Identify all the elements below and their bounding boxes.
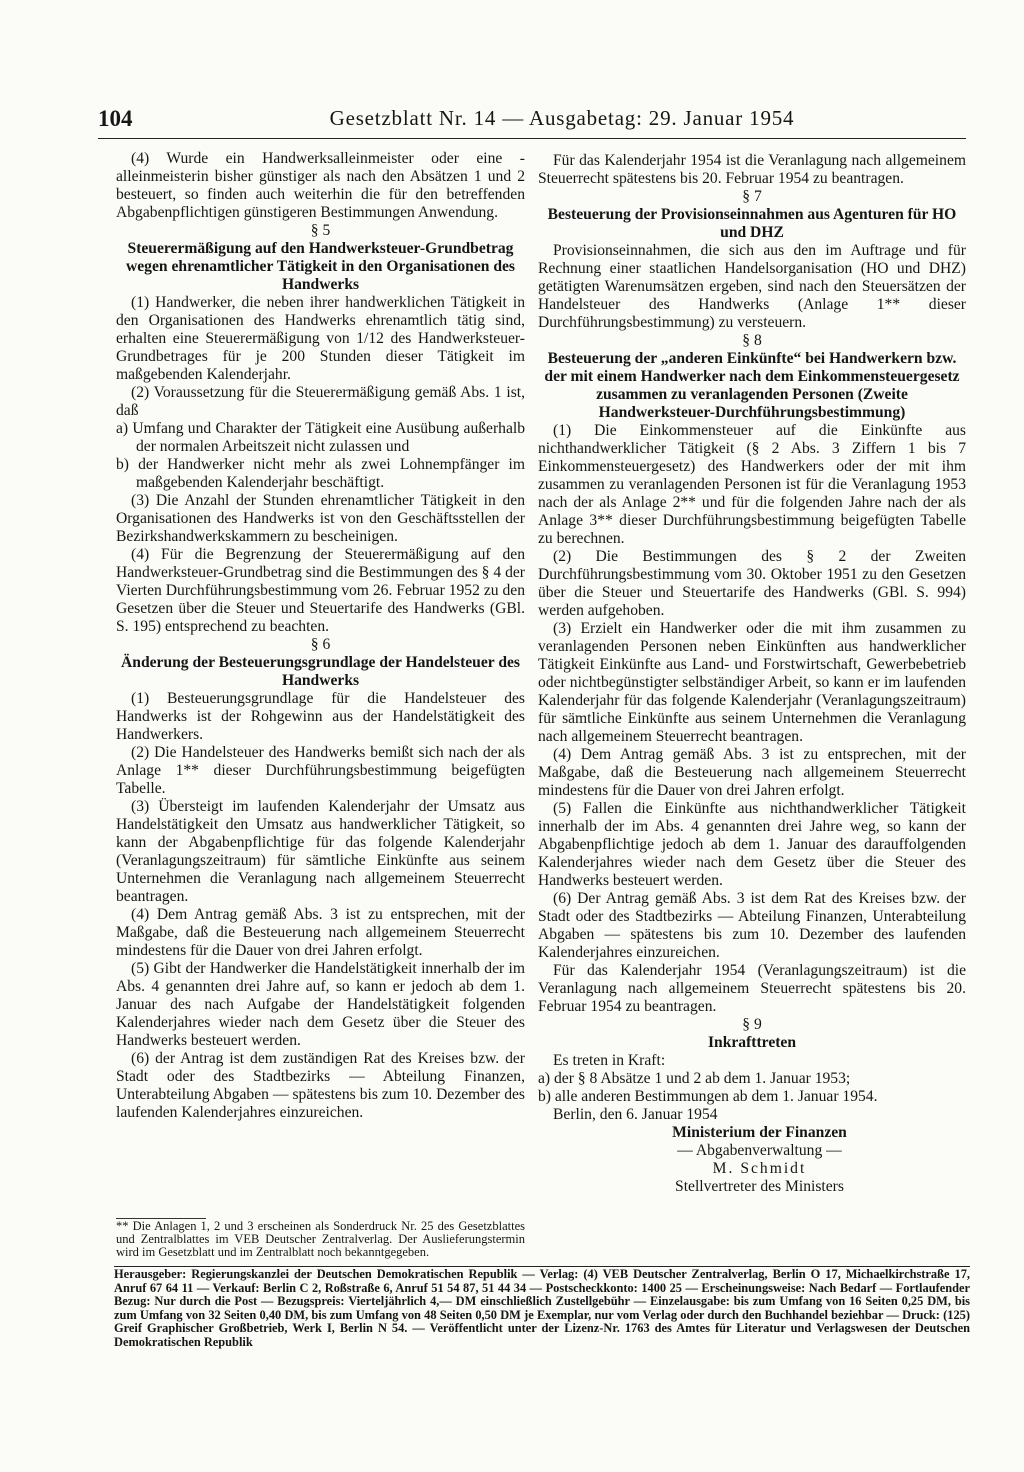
left-column [116,150,525,1122]
paragraph: Für das Kalenderjahr 1954 ist die Veranlagung nach allgemeinem Steuerrecht spätestens bis 20. Februar 1954 zu beantragen. [538,152,966,187]
section-heading: Änderung der Besteuerungsgrundlage der Handelsteuer des Handwerks [121,654,520,689]
paragraph: (2) Voraussetzung für die Steuerermäßigung gemäß Abs. 1 ist, daß [116,384,525,419]
paragraph: (3) Übersteigt im laufenden Kalenderjahr der Umsatz aus Handelstätigkeit den Umsatz aus handwerklicher Tätigkeit, so kann der Abgabenpflichtige für das folgende Kalenderjahr (Veranlagungszeitraum) für sämtliche Einkünfte aus seinem Unternehmen die Veranlagung nach allgemeinem Steuerrecht beantragen. [116,798,525,905]
paragraph: (1) Handwerker, die neben ihrer handwerklichen Tätigkeit in den Organisationen des Handwerks ehrenamtlich tätig sind, erhalten eine Steuerermäßigung von 1/12 des Handwerksteuer-Grundbetrages für je 200 Stunden dieser Tätigkeit im maßgebenden Kalenderjahr. [116,294,525,383]
paragraph: (2) Die Bestimmungen des § 2 der Zweiten Durchführungsbestimmung vom 30. Oktober 1951 zu den Gesetzen über die Steuer und Steuertarife des Handwerks (GBl. S. 994) werden aufgehoben. [538,548,966,619]
section-number: § 7 [742,188,762,205]
header-rule [98,138,966,139]
paragraph: (3) Die Anzahl der Stunden ehrenamtlicher Tätigkeit in den Organisationen des Handwerks ist von den Geschäftsstellen der Bezirkshandwerkskammern zu bescheinigen. [116,492,525,545]
paragraph: (3) Erzielt ein Handwerker oder die mit ihm zusammen zu veranlagenden Personen neben Einkünften aus handwerklicher Tätigkeit Einkünfte aus Land- und Forstwirtschaft, Gewerbebetrieb oder nichtbegünstigter selbständiger Arbeit, so kann er im laufenden Kalenderjahr für das folgende Kalenderjahr (Veranlagungszeitraum) für sämtliche Einkünfte aus seinem Unternehmen die Veranlagung nach allgemeinem Steuerrecht beantragen. [538,620,966,745]
list-item: a) Umfang und Charakter der Tätigkeit eine Ausübung außerhalb der normalen Arbeitszeit nicht zulassen und [116,420,525,455]
section-number: § 9 [742,1016,762,1033]
paragraph: (4) Dem Antrag gemäß Abs. 3 ist zu entsprechen, mit der Maßgabe, daß die Besteuerung nach allgemeinem Steuerrecht mindestens für die Dauer von drei Jahren erfolgt. [538,746,966,799]
right-column [538,152,966,1196]
date-line: Berlin, den 6. Januar 1954 [553,1106,718,1123]
paragraph: (5) Fallen die Einkünfte aus nichthandwerklicher Tätigkeit innerhalb der im Abs. 4 genannten drei Jahre weg, so kann der Abgabenpflichtige jedoch ab dem 1. Januar des darauffolgenden Kalenderjahres wieder nach dem Gesetz über die Steuer des Handwerks besteuert werden. [538,800,966,889]
page-number: 104 [98,106,133,131]
list-item: b) der Handwerker nicht mehr als zwei Lohnempfänger im maßgebenden Kalenderjahr beschäftigt. [116,456,525,491]
section-heading: Inkrafttreten [707,1034,797,1051]
page-header [98,102,966,136]
section-heading: Steuerermäßigung auf den Handwerksteuer-Grundbetrag wegen ehrenamtlicher Tätigkeit in den Organisationen des Handwerks [126,240,515,293]
department-name: — Abgabenverwaltung — [677,1142,842,1159]
paragraph: (1) Die Einkommensteuer auf die Einkünfte aus nichthandwerklicher Tätigkeit (§ 2 Abs. 3 Ziffern 1 bis 7 Einkommensteuergesetz) des Handwerkers oder der mit ihm zusammen zu veranlagenden Personen ist für die Veranlagung 1953 nach der als Anlage 2** und für die folgenden Jahre nach der als Anlage 3** dieser Durchführungsbestimmung beigefügten Tabelle zu berechnen. [538,422,966,547]
signatory-role: Stellvertreter des Ministers [675,1178,844,1195]
paragraph: Provisionseinnahmen, die sich aus den im Auftrage und für Rechnung einer staatlichen Handelsorganisation (HO und DHZ) getätigten Warenumsätzen ergeben, sind nach den Steuersätzen der Handelsteuer des Handwerks (Anlage 1** dieser Durchführungsbestimmung) zu versteuern. [538,242,966,331]
signatory-name: M. Schmidt [712,1160,807,1177]
paragraph: (6) der Antrag ist dem zuständigen Rat des Kreises bzw. der Stadt oder des Stadtbezirks — Abteilung Finanzen, Unterabteilung Abgaben — spätestens bis zum 10. Dezember des laufenden Kalenderjahres einzureichen. [116,1050,525,1121]
list-item: a) der § 8 Absätze 1 und 2 ab dem 1. Januar 1953; [538,1070,851,1087]
list-item: b) alle anderen Bestimmungen ab dem 1. Januar 1954. [538,1088,878,1105]
footnote: ** Die Anlagen 1, 2 und 3 erscheinen als Sonderdruck Nr. 25 des Gesetzblattes und Zentralblattes im VEB Deutscher Zentralverlag. Der Auslieferungstermin wird im Gesetzblatt und im Zentralblatt noch bekanntgegeben. [116,1219,525,1259]
section-heading: Besteuerung der Provisionseinnahmen aus Agenturen für HO und DHZ [547,206,957,241]
condition-list [116,420,525,492]
section-number: § 5 [310,222,331,239]
section-number: § 8 [742,332,762,349]
effective-dates-list [538,1070,966,1106]
ministry-name: Ministerium der Finanzen [672,1124,847,1141]
paragraph: (5) Gibt der Handwerker die Handelstätigkeit innerhalb der im Abs. 4 genannten drei Jahre auf, so kann er jedoch ab dem 1. Januar des nach Aufgabe der Handelstätigkeit folgenden Kalenderjahres wieder nach dem Gesetz über die Steuer des Handwerks besteuert werden. [116,960,525,1049]
paragraph: Für das Kalenderjahr 1954 (Veranlagungszeitraum) ist die Veranlagung nach allgemeinem Steuerrecht spätestens bis 20. Februar 1954 zu beantragen. [538,962,966,1015]
paragraph: (1) Besteuerungsgrundlage für die Handelsteuer des Handwerks ist der Rohgewinn aus der Handelstätigkeit des Handwerkers. [116,690,525,743]
paragraph: Es treten in Kraft: [553,1052,666,1069]
section-heading: Besteuerung der „anderen Einkünfte“ bei Handwerkern bzw. der mit einem Handwerker nach dem Einkommensteuergesetz zusammen zu veranlagenden Personen (Zweite Handwerksteuer-Durchführungsbestimmung) [544,350,960,421]
section-number: § 6 [310,636,331,653]
publisher-imprint: Herausgeber: Regierungskanzlei der Deutschen Demokratischen Republik — Verlag: (4) VEB Deutscher Zentralverlag, Berlin O 17, Michaelkirchstraße 17, Anruf 67 64 11 — Verkauf: Berlin C 2, Roßstraße 6, Anruf 51 54 87, 51 44 34 — Postscheckkonto: 1400 25 — Erscheinungsweise: Nach Bedarf — Fortlaufender Bezug: Nur durch die Post — Bezugspreis: Vierteljährlich 4,— DM einschließlich Zustellgebühr — Einzelausgabe: bis zum Umfang von 16 Seiten 0,25 DM, bis zum Umfang von 32 Seiten 0,40 DM, bis zum Umfang von 48 Seiten 0,50 DM je Exemplar, nur vom Verlag oder durch den Buchhandel beziehbar — Druck: (125) Greif Graphischer Großbetrieb, Werk I, Berlin N 54. — Veröffentlicht unter der Lizenz-Nr. 1763 des Amtes für Literatur und Verlagswesen der Deutschen Demokratischen Republik [114,1267,970,1349]
paragraph: (4) Dem Antrag gemäß Abs. 3 ist zu entsprechen, mit der Maßgabe, daß die Besteuerung nach allgemeinem Steuerrecht mindestens für die Dauer von drei Jahren erfolgt. [116,906,525,959]
paragraph: (6) Der Antrag gemäß Abs. 3 ist dem Rat des Kreises bzw. der Stadt oder des Stadtbezirks — Abteilung Finanzen, Unterabteilung Abgaben — spätestens bis zum 10. Dezember des laufenden Kalenderjahres einzureichen. [538,890,966,961]
page-title: Gesetzblatt Nr. 14 — Ausgabetag: 29. Januar 1954 [329,106,795,130]
paragraph: (4) Für die Begrenzung der Steuerermäßigung auf den Handwerksteuer-Grundbetrag sind die Bestimmungen des § 4 der Vierten Durchführungsbestimmung vom 26. Februar 1952 zu den Gesetzen über die Steuer und Steuertarife des Handwerks (GBl. S. 195) entsprechend zu beachten. [116,546,525,635]
paragraph: (4) Wurde ein Handwerksalleinmeister oder eine -alleinmeisterin bisher günstiger als nach den Absätzen 1 und 2 besteuert, so finden auch weiterhin die für den betreffenden Abgabenpflichtigen günstigeren Bestimmungen Anwendung. [116,150,525,221]
paragraph: (2) Die Handelsteuer des Handwerks bemißt sich nach der als Anlage 1** dieser Durchführungsbestimmung beigefügten Tabelle. [116,744,525,797]
